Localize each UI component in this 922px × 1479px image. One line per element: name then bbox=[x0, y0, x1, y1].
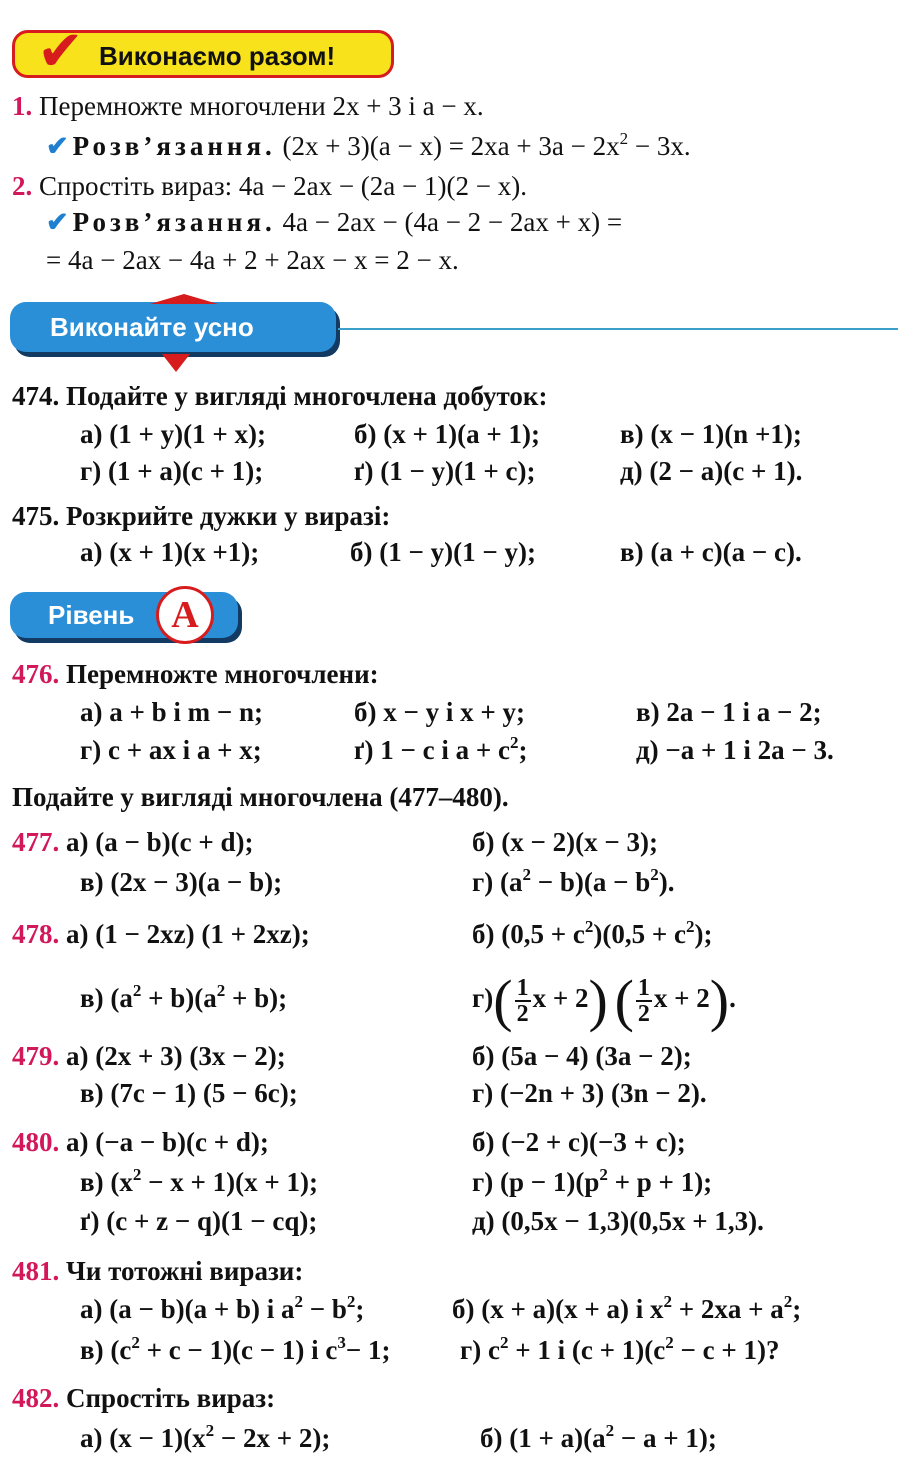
instruction bbox=[12, 781, 509, 813]
superscript: 2 bbox=[783, 1292, 793, 1311]
banner-level-label: Рівень bbox=[48, 600, 135, 630]
denominator: 2 bbox=[516, 1000, 529, 1027]
problem-item: ґ) (1 − y)(1 + c); bbox=[354, 456, 536, 486]
problem-item: в) (2x − 3)(a − b); bbox=[80, 867, 283, 897]
superscript: 2 bbox=[685, 917, 695, 936]
problem-item: б) (x + 1)(a + 1); bbox=[354, 419, 540, 449]
banner-oral-label: Виконайте усно bbox=[50, 312, 254, 342]
problem-item: в) (7c − 1) (5 − 6c); bbox=[80, 1078, 298, 1108]
solution-label: Розв’язання. bbox=[72, 131, 276, 161]
problem-text: Подайте у вигляді многочлена добуток: bbox=[66, 381, 548, 411]
problem-item: б) (−2 + c)(−3 + c); bbox=[472, 1127, 686, 1157]
item-text: ). bbox=[658, 867, 675, 897]
superscript: 2 bbox=[205, 1421, 215, 1440]
superscript: 2 bbox=[500, 1333, 509, 1352]
item-text: + b)(a bbox=[141, 983, 217, 1013]
item-text: г) (p − 1)(p bbox=[472, 1167, 600, 1197]
problem-item: б) x − y і x + y; bbox=[354, 697, 526, 727]
example-number: 1. bbox=[12, 91, 33, 121]
superscript: 2 bbox=[599, 1165, 608, 1184]
problem-item-fraction bbox=[472, 962, 736, 1034]
solution-text: 4a − 2ax − (4a − 2 − 2ax + x) = bbox=[282, 207, 623, 237]
problem-item: д) −a + 1 і 2a − 3. bbox=[636, 735, 834, 765]
solution-text: (2x + 3)(a − x) = 2xa + 3a − 2x bbox=[282, 131, 620, 161]
ribbon-top-decoration bbox=[150, 294, 218, 304]
problem-item: а) (2x + 3) (3x − 2); bbox=[66, 1041, 286, 1071]
item-text: . bbox=[729, 983, 736, 1013]
solution-text: = 4a − 2ax − 4a + 2 + 2ax − x = 2 − x. bbox=[46, 245, 459, 275]
banner-oral bbox=[10, 302, 336, 352]
item-text: г) bbox=[472, 983, 494, 1013]
problem-item bbox=[472, 1166, 712, 1198]
problem-item bbox=[452, 1293, 801, 1325]
item-text: − b)(a − b bbox=[531, 867, 651, 897]
superscript: 2 bbox=[584, 917, 594, 936]
superscript: 2 bbox=[522, 865, 531, 884]
item-text: + p + 1); bbox=[607, 1167, 713, 1197]
superscript: 2 bbox=[294, 1292, 304, 1311]
problem-item bbox=[460, 1334, 779, 1366]
superscript: 3 bbox=[337, 1333, 346, 1352]
problem-item: г) c + ax і a + x; bbox=[80, 735, 262, 765]
ribbon-arrow-decoration bbox=[162, 354, 190, 372]
item-text: а) (x − 1)(x bbox=[80, 1423, 206, 1453]
item-text: )(0,5 + c bbox=[593, 919, 686, 949]
item-text: − 1; bbox=[345, 1335, 391, 1365]
banner-together-label: Виконаємо разом! bbox=[99, 41, 336, 71]
problem-text: Перемножте многочлени: bbox=[66, 659, 379, 689]
paren-open: ( bbox=[493, 967, 513, 1033]
item-text: б) (1 + a)(a bbox=[480, 1423, 606, 1453]
solution-label: Розв’язання. bbox=[72, 207, 276, 237]
problem-item: а) a + b і m − n; bbox=[80, 697, 264, 727]
problem-item: а) (−a − b)(c + d); bbox=[66, 1127, 269, 1157]
problem-item: б) (5a − 4) (3a − 2); bbox=[472, 1041, 692, 1071]
check-icon: ✔ bbox=[46, 131, 69, 161]
item-text: + 1 і (c + 1)(c bbox=[508, 1335, 666, 1365]
problem-item: б) (1 − y)(1 − y); bbox=[350, 537, 536, 567]
example-1 bbox=[12, 90, 484, 122]
item-text: в) (a bbox=[80, 983, 133, 1013]
example-text: Перемножте многочлени 2x + 3 і a − x. bbox=[39, 91, 484, 121]
numerator: 1 bbox=[637, 974, 650, 1001]
problem-item: а) (a − b)(c + d); bbox=[66, 827, 254, 857]
item-text: в) (x bbox=[80, 1167, 133, 1197]
item-text: б) (0,5 + c bbox=[472, 919, 585, 949]
problem-number: 482. bbox=[12, 1383, 60, 1413]
item-text: г) c bbox=[460, 1335, 500, 1365]
example-number: 2. bbox=[12, 171, 33, 201]
item-text: + b); bbox=[225, 983, 288, 1013]
item-text: ґ) 1 − c і a + c bbox=[354, 735, 510, 765]
superscript: 2 bbox=[663, 1292, 672, 1311]
item-text: − x + 1)(x + 1); bbox=[141, 1167, 318, 1197]
item-text: а) (a − b)(a + b) і a bbox=[80, 1294, 295, 1324]
item-text: x + 2 bbox=[653, 983, 710, 1013]
item-text: ; bbox=[355, 1294, 365, 1324]
problem-481 bbox=[12, 1255, 303, 1287]
fraction bbox=[515, 976, 531, 1026]
example-2 bbox=[12, 170, 527, 202]
denominator: 2 bbox=[637, 1000, 650, 1027]
item-text: − 2x + 2); bbox=[214, 1423, 331, 1453]
problem-item bbox=[480, 1422, 717, 1454]
problem-item: г) (1 + a)(c + 1); bbox=[80, 456, 264, 486]
problem-number: 476. bbox=[12, 659, 60, 689]
problem-item: б) (x − 2)(x − 3); bbox=[472, 827, 658, 857]
level-badge: A bbox=[156, 586, 214, 644]
problem-478 bbox=[12, 918, 310, 950]
superscript: 2 bbox=[650, 865, 659, 884]
problem-item bbox=[80, 1422, 330, 1454]
example-1-solution bbox=[46, 130, 691, 162]
problem-474 bbox=[12, 380, 547, 412]
item-text: б) (x + a)(x + a) і x bbox=[452, 1294, 664, 1324]
problem-text: Розкрийте дужки у виразі: bbox=[66, 501, 391, 531]
superscript: 2 bbox=[216, 981, 226, 1000]
example-2-solution-cont bbox=[46, 244, 459, 276]
problem-item: в) (x − 1)(n +1); bbox=[620, 419, 802, 449]
solution-text: − 3x. bbox=[628, 131, 691, 161]
instruction-text: Подайте у вигляді многочлена bbox=[12, 782, 383, 812]
paren-open: ( bbox=[614, 967, 634, 1033]
problem-item: в) (a + c)(a − c). bbox=[620, 537, 802, 567]
problem-item bbox=[472, 866, 675, 898]
item-text: ; bbox=[518, 735, 528, 765]
problem-475 bbox=[12, 500, 390, 532]
banner-level bbox=[10, 592, 238, 638]
problem-482 bbox=[12, 1382, 275, 1414]
item-text: ); bbox=[694, 919, 713, 949]
superscript: 2 bbox=[346, 1292, 356, 1311]
superscript: 2 bbox=[132, 981, 142, 1000]
problem-item bbox=[472, 918, 712, 950]
problem-number: 474. bbox=[12, 381, 60, 411]
item-text: + 2xa + a bbox=[671, 1294, 784, 1324]
problem-number: 477. bbox=[12, 827, 60, 857]
problem-item bbox=[80, 1293, 364, 1325]
problem-item bbox=[80, 1334, 391, 1366]
superscript: 2 bbox=[132, 1165, 142, 1184]
example-2-solution bbox=[46, 206, 622, 238]
superscript: 2 bbox=[510, 733, 519, 752]
paren-close: ) bbox=[588, 967, 608, 1033]
problem-item: в) 2a − 1 і a − 2; bbox=[636, 697, 822, 727]
section-divider bbox=[338, 328, 898, 330]
superscript: 2 bbox=[131, 1333, 140, 1352]
problem-text: Спростіть вираз: bbox=[66, 1383, 276, 1413]
problem-477 bbox=[12, 826, 253, 858]
item-text: x + 2 bbox=[532, 983, 589, 1013]
problem-item bbox=[80, 982, 287, 1014]
problem-item: д) (2 − a)(c + 1). bbox=[620, 456, 803, 486]
problem-item: ґ) (c + z − q)(1 − cq); bbox=[80, 1206, 318, 1236]
problem-item: г) (−2n + 3) (3n − 2). bbox=[472, 1078, 707, 1108]
problem-item: а) (1 + y)(1 + x); bbox=[80, 419, 266, 449]
instruction-range: (477–480). bbox=[389, 782, 509, 812]
problem-number: 481. bbox=[12, 1256, 60, 1286]
example-text: Спростіть вираз: 4a − 2ax − (2a − 1)(2 − x). bbox=[39, 171, 527, 201]
checkmark-icon: ✔ bbox=[37, 19, 84, 82]
check-icon: ✔ bbox=[46, 207, 69, 237]
problem-text: Чи тотожні вирази: bbox=[66, 1256, 304, 1286]
problem-item bbox=[80, 1166, 318, 1198]
problem-item: а) (x + 1)(x +1); bbox=[80, 537, 260, 567]
superscript: 2 bbox=[605, 1421, 615, 1440]
fraction bbox=[636, 976, 652, 1026]
paren-close: ) bbox=[709, 967, 730, 1033]
banner-together bbox=[12, 19, 394, 82]
problem-479 bbox=[12, 1040, 286, 1072]
problem-476 bbox=[12, 658, 379, 690]
problem-number: 480. bbox=[12, 1127, 60, 1157]
superscript: 2 bbox=[665, 1333, 674, 1352]
problem-number: 475. bbox=[12, 501, 60, 531]
superscript: 2 bbox=[619, 129, 629, 148]
problem-item bbox=[354, 734, 528, 766]
problem-item: а) (1 − 2xz) (1 + 2xz); bbox=[66, 919, 310, 949]
item-text: + c − 1)(c − 1) і c bbox=[139, 1335, 338, 1365]
problem-480 bbox=[12, 1126, 269, 1158]
item-text: ; bbox=[792, 1294, 802, 1324]
item-text: − a + 1); bbox=[614, 1423, 717, 1453]
numerator: 1 bbox=[516, 974, 529, 1001]
problem-number: 479. bbox=[12, 1041, 60, 1071]
item-text: в) (c bbox=[80, 1335, 132, 1365]
item-text: − c + 1)? bbox=[673, 1335, 780, 1365]
problem-number: 478. bbox=[12, 919, 60, 949]
item-text: г) (a bbox=[472, 867, 523, 897]
problem-item: д) (0,5x − 1,3)(0,5x + 1,3). bbox=[472, 1206, 764, 1236]
item-text: − b bbox=[303, 1294, 347, 1324]
